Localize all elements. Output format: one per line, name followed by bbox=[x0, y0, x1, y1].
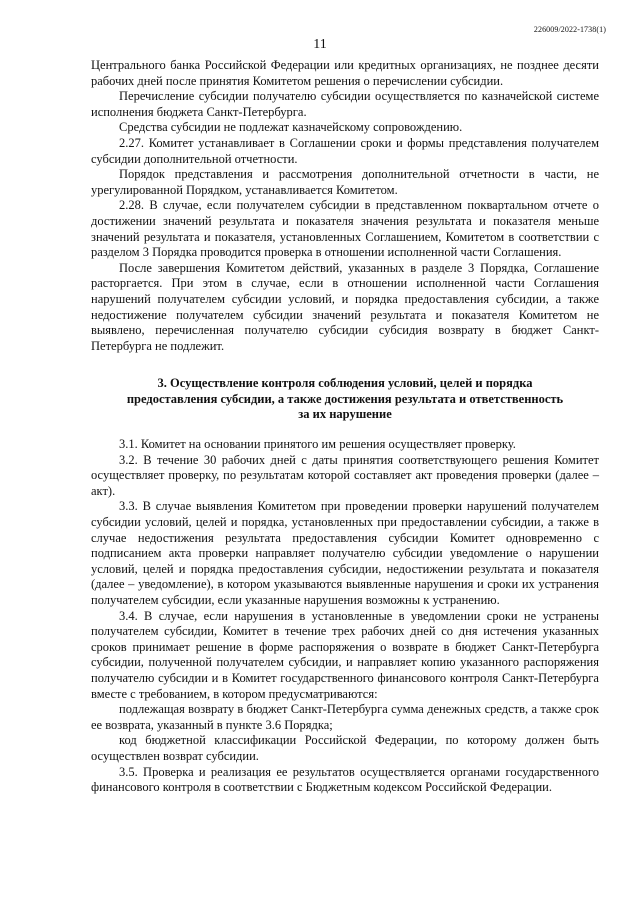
paragraph: 2.28. В случае, если получателем субсидии в представленном поквартальном отчете о достижении значений результата и показателя значения результата и показателя меньше значений результата и показателя, установленных Соглашением, Комитетом в соответствии с разделом 3 Порядка проводится проверка в отношении исполненной части Соглашения. bbox=[91, 198, 599, 260]
paragraph: 3.3. В случае выявления Комитетом при проведении проверки нарушений получателем субсидии условий, целей и порядка, установленных при предоставлении субсидии, а также в случае недостижения результата предоставления субсидии Комитет одновременно с подписанием акта проверки направляет получателю субсидии уведомление о нарушении условий, целей и порядка предоставления субсидии, недостижении результата и показателя (далее – уведомление), в котором указываются выявленные нарушения и сроки их устранения получателем субсидии, если указанные нарушения возможны к устранению. bbox=[91, 499, 599, 607]
paragraph: 3.2. В течение 30 рабочих дней с даты принятия соответствующего решения Комитет осуществляет проверку, по результатам которой составляет акт проведения проверки (далее – акт). bbox=[91, 452, 599, 498]
document-body bbox=[91, 58, 599, 796]
paragraph: Центрального банка Российской Федерации или кредитных организациях, не позднее десяти рабочих дней после принятия Комитетом решения о перечислении субсидии. bbox=[91, 58, 599, 88]
paragraph: 3.4. В случае, если нарушения в установленные в уведомлении сроки не устранены получателем субсидии, Комитет в течение трех рабочих дней со дня истечения указанных сроков принимает решение в форме распоряжения о возврате в бюджет Санкт-Петербурга субсидии, полученной получателем субсидии, и направляет копию указанного распоряжения получателю субсидии и в Комитет государственного финансового контроля Санкт-Петербурга вместе с требованием, в котором предусматриваются: bbox=[91, 608, 599, 701]
section-heading bbox=[91, 376, 599, 423]
section-heading-line: 3. Осуществление контроля соблюдения условий, целей и порядка bbox=[157, 376, 533, 391]
paragraph: Порядок представления и рассмотрения дополнительной отчетности в части, не урегулированной Порядком, устанавливается Комитетом. bbox=[91, 167, 599, 197]
paragraph: 3.5. Проверка и реализация ее результатов осуществляется органами государственного финансового контроля в соответствии с Бюджетным кодексом Российской Федерации. bbox=[91, 764, 599, 795]
paragraph: 2.27. Комитет устанавливает в Соглашении сроки и формы представления получателем субсидии дополнительной отчетности. bbox=[91, 135, 599, 166]
page-number: 11 bbox=[313, 37, 327, 52]
paragraph: Средства субсидии не подлежат казначейскому сопровождению. bbox=[119, 120, 463, 135]
paragraph: Перечисление субсидии получателю субсидии осуществляется по казначейской системе исполнения бюджета Санкт-Петербурга. bbox=[91, 89, 599, 119]
section-heading-line: за их нарушение bbox=[298, 407, 392, 422]
section-heading-line: предоставления субсидии, а также достижения результата и ответственность bbox=[126, 391, 564, 406]
paragraph: подлежащая возврату в бюджет Санкт-Петербурга сумма денежных средств, а также срок ее возврата, указанный в пункте 3.6 Порядка; bbox=[91, 702, 599, 732]
paragraph: После завершения Комитетом действий, указанных в разделе 3 Порядка, Соглашение расторгается. При этом в случае, если в отношении исполненной части Соглашения нарушений получателем субсидии условий, и порядка предоставления субсидии, а также недостижение получателем субсидии значений результата и показателя Комитетом не выявлено, перечисленная получателю субсидии субсидия возврату в бюджет Санкт-Петербурга не подлежит. bbox=[91, 260, 599, 353]
document-registration-number: 226009/2022-1738(1) bbox=[533, 25, 606, 34]
paragraph: код бюджетной классификации Российской Федерации, по которому должен быть осуществлен возврат субсидии. bbox=[91, 733, 599, 763]
paragraph: 3.1. Комитет на основании принятого им решения осуществляет проверку. bbox=[119, 437, 516, 452]
